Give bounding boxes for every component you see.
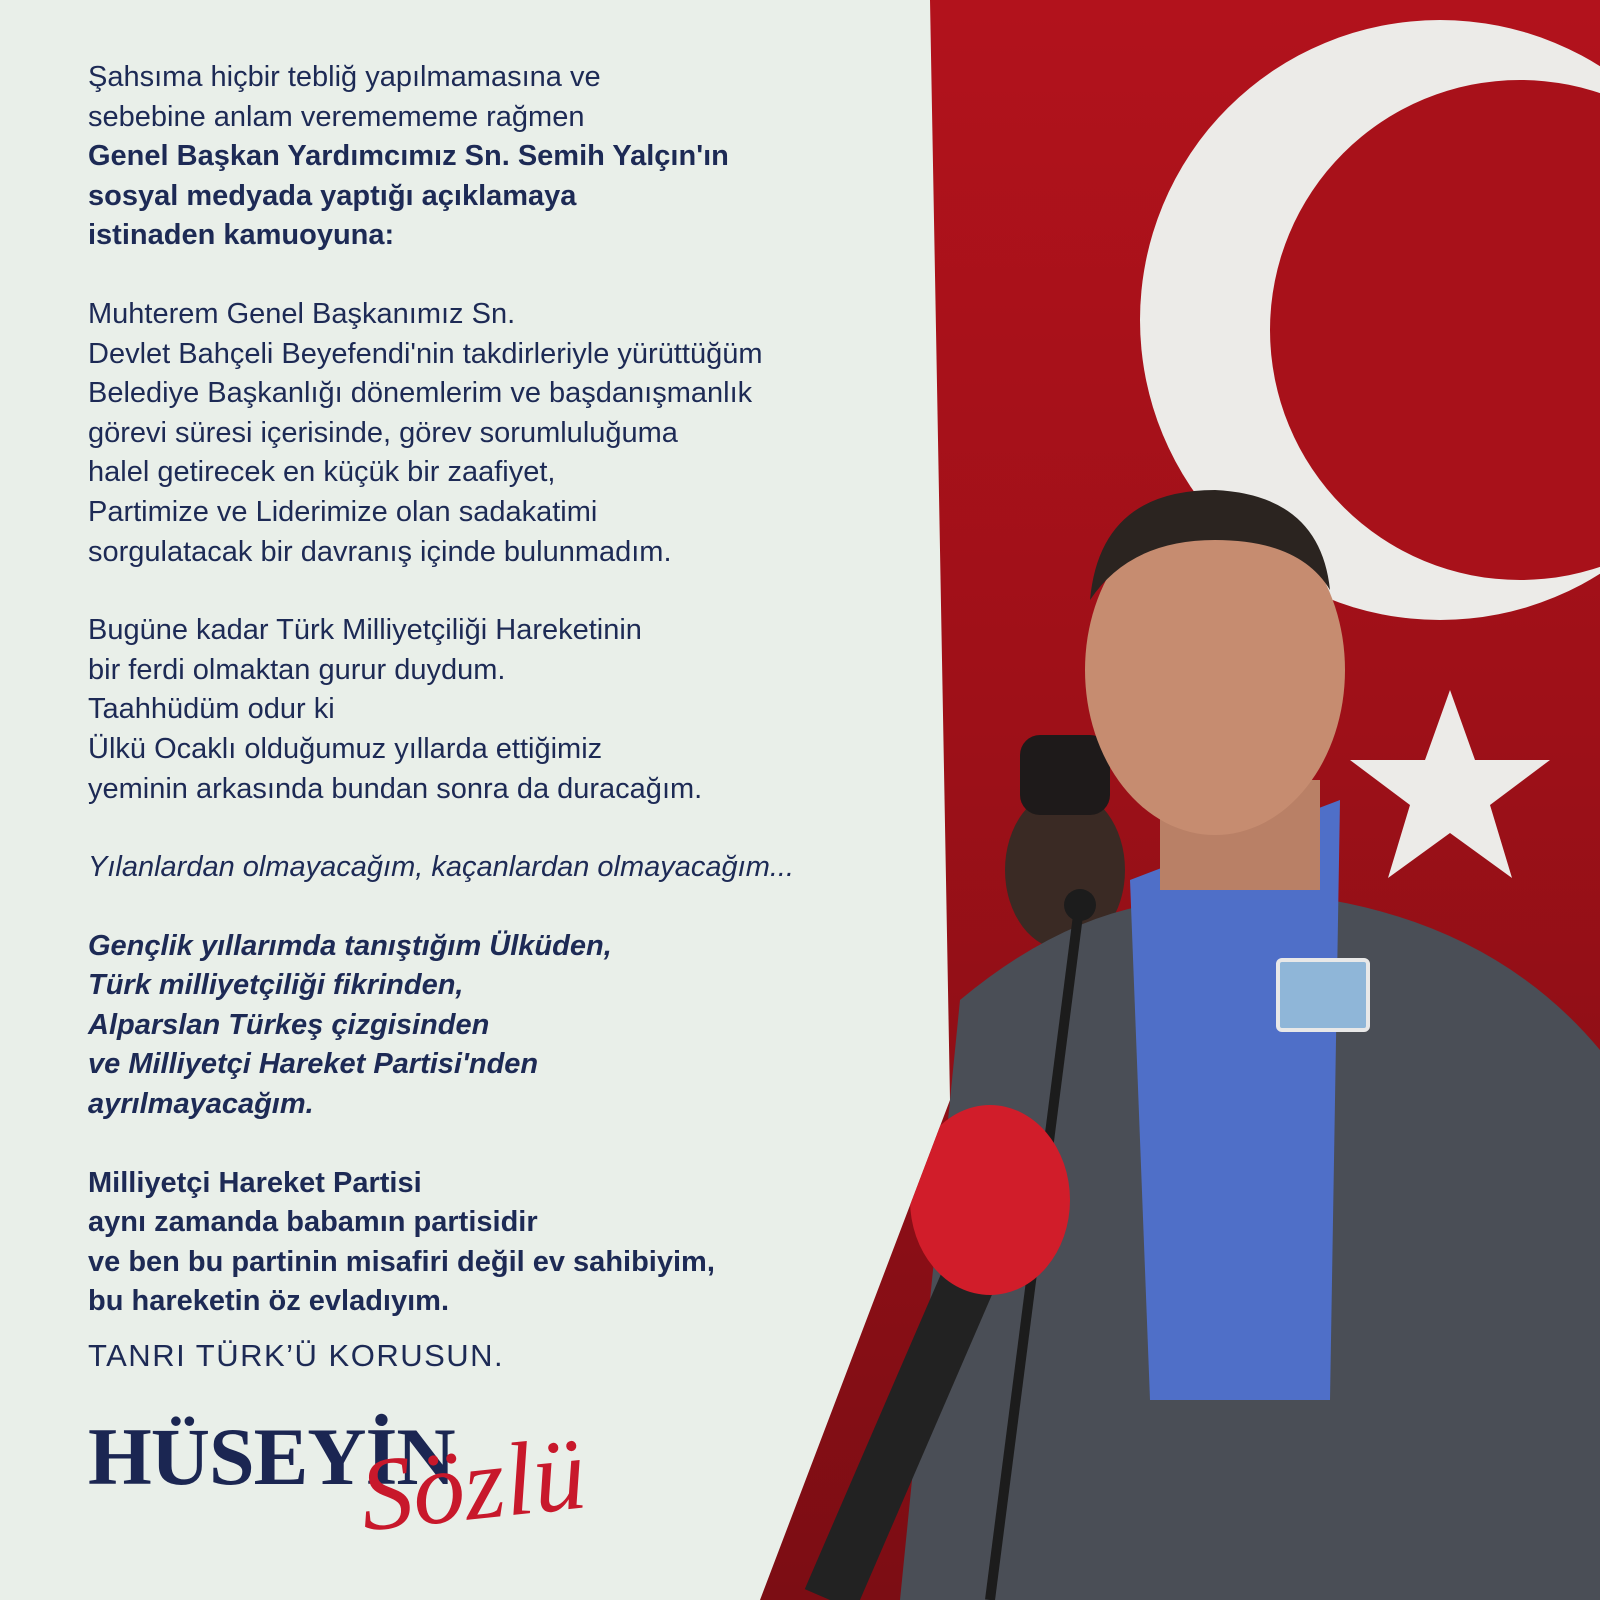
closing-line: TANRI TÜRK’Ü KORUSUN.	[88, 1338, 505, 1374]
paragraph-pride: Bugüne kadar Türk Milliyetçiliği Hareketinin bir ferdi olmaktan gurur duydum. Taahhüdüm odur ki Ülkü Ocaklı olduğumuz yıllarda ettiğimiz yeminin arkasında bundan sonra da duracağım.	[88, 614, 703, 805]
mic-cover-red	[910, 1105, 1070, 1295]
background-hat	[1020, 735, 1110, 815]
slogan: Yılanlardan olmayacağım, kaçanlardan olmayacağım...	[88, 851, 795, 884]
lapel-pin	[1278, 960, 1368, 1030]
pledge: Gençlik yıllarımda tanıştığım Ülküden, Türk milliyetçiliği fikrinden, Alparslan Türkeş çizgisinden ve Milliyetçi Hareket Partisi'nden ayrılmayacağım.	[88, 929, 612, 1121]
party-statement: Milliyetçi Hareket Partisi aynı zamanda babamın partisidir ve ben bu partinin misafiri değil ev sahibiyim, bu hareketin öz evladıyım.	[88, 1166, 715, 1318]
intro-bold-text: Genel Başkan Yardımcımız Sn. Semih Yalçın'ın sosyal medyada yaptığı açıklamaya istinaden kamuoyuna:	[88, 140, 729, 252]
statement-text	[88, 58, 888, 1376]
signature-last-name: Sözlü	[354, 1415, 591, 1554]
mic-head-small	[1064, 889, 1096, 921]
signature-first-name: HÜSEYİN	[88, 1411, 455, 1502]
flag-star	[1350, 690, 1550, 878]
intro-text: Şahsıma hiçbir tebliğ yapılmamasına ve sebebine anlam veremememe rağmen	[88, 61, 601, 133]
paragraph-loyalty: Muhterem Genel Başkanımız Sn. Devlet Bahçeli Beyefendi'nin takdirleriyle yürüttüğüm Belediye Başkanlığı dönemlerim ve başdanışmanlık görevi süresi içerisinde, görev sorumluluğuma halel getirecek en küçük bir zaafiyet, Partimize ve Liderimize olan sadakatimi sorgulatacak bir davranış içinde bulunmadım.	[88, 297, 763, 568]
